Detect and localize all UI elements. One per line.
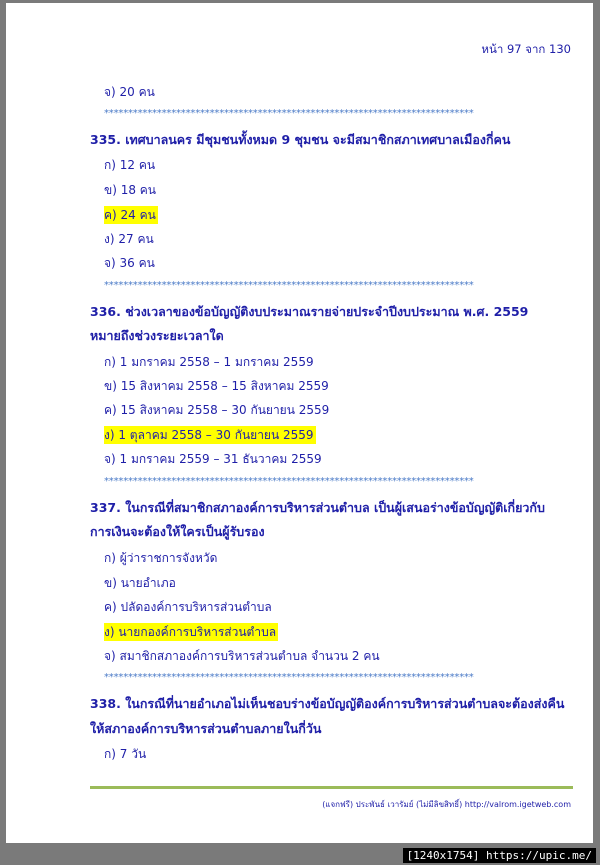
answer-option: ก) 1 มกราคม 2558 – 1 มกราคม 2559: [104, 355, 314, 369]
image-size-watermark: [1240x1754] https://upic.me/: [403, 848, 596, 863]
answer-option: จ) 36 คน: [104, 256, 155, 270]
question-336-line2: หมายถึงช่วงระยะเวลาใด: [90, 328, 224, 343]
answer-option-correct: ค) 24 คน: [104, 208, 156, 222]
answer-option: ค) ปลัดองค์การบริหารส่วนตำบล: [104, 600, 272, 614]
question-335: 335. เทศบาลนคร มีชุมชนทั้งหมด 9 ชุมชน จะมีสมาชิกสภาเทศบาลเมืองกี่คน: [90, 132, 511, 147]
answer-option: ก) 12 คน: [104, 158, 156, 172]
divider-asterisks: *****************************************************************************: [104, 109, 474, 119]
answer-option: จ) สมาชิกสภาองค์การบริหารส่วนตำบล จำนวน 2 คน: [104, 649, 380, 663]
divider-asterisks: *****************************************************************************: [104, 477, 474, 487]
footer-credit: (แจกฟรี) ประพันธ์ เวารัมย์ (ไม่มีลิขสิทธิ์) http://valrom.igetweb.com: [322, 800, 571, 809]
answer-option: ง) 27 คน: [104, 232, 154, 246]
answer-option: ข) 18 คน: [104, 183, 157, 197]
question-336-line1: 336. ช่วงเวลาของข้อบัญญัติงบประมาณรายจ่ายประจำปีงบประมาณ พ.ศ. 2559: [90, 304, 529, 319]
answer-option-correct: ง) 1 ตุลาคม 2558 – 30 กันยายน 2559: [104, 428, 314, 442]
document-page: [6, 3, 593, 843]
answer-option: ค) 15 สิงหาคม 2558 – 30 กันยายน 2559: [104, 403, 330, 417]
answer-option-correct: ง) นายกองค์การบริหารส่วนตำบล: [104, 625, 277, 639]
divider-asterisks: *****************************************************************************: [104, 281, 474, 291]
page-number: หน้า 97 จาก 130: [481, 42, 571, 56]
question-338-line2: ให้สภาองค์การบริหารส่วนตำบลภายในกี่วัน: [90, 721, 322, 736]
question-338-line1: 338. ในกรณีที่นายอำเภอไม่เห็นชอบร่างข้อบัญญัติองค์การบริหารส่วนตำบลจะต้องส่งคืน: [90, 696, 565, 711]
answer-option: ข) นายอำเภอ: [104, 576, 176, 590]
question-337-line2: การเงินจะต้องให้ใครเป็นผู้รับรอง: [90, 524, 265, 539]
answer-option: ข) 15 สิงหาคม 2558 – 15 สิงหาคม 2559: [104, 379, 329, 393]
answer-option: ก) ผู้ว่าราชการจังหวัด: [104, 551, 218, 565]
divider-asterisks: *****************************************************************************: [104, 673, 474, 683]
question-337-line1: 337. ในกรณีที่สมาชิกสภาองค์การบริหารส่วนตำบล เป็นผู้เสนอร่างข้อบัญญัติเกี่ยวกับ: [90, 500, 545, 515]
answer-option: จ) 1 มกราคม 2559 – 31 ธันวาคม 2559: [104, 452, 322, 466]
answer-option: จ) 20 คน: [104, 85, 155, 99]
answer-option: ก) 7 วัน: [104, 747, 147, 761]
footer-rule: [90, 786, 573, 789]
